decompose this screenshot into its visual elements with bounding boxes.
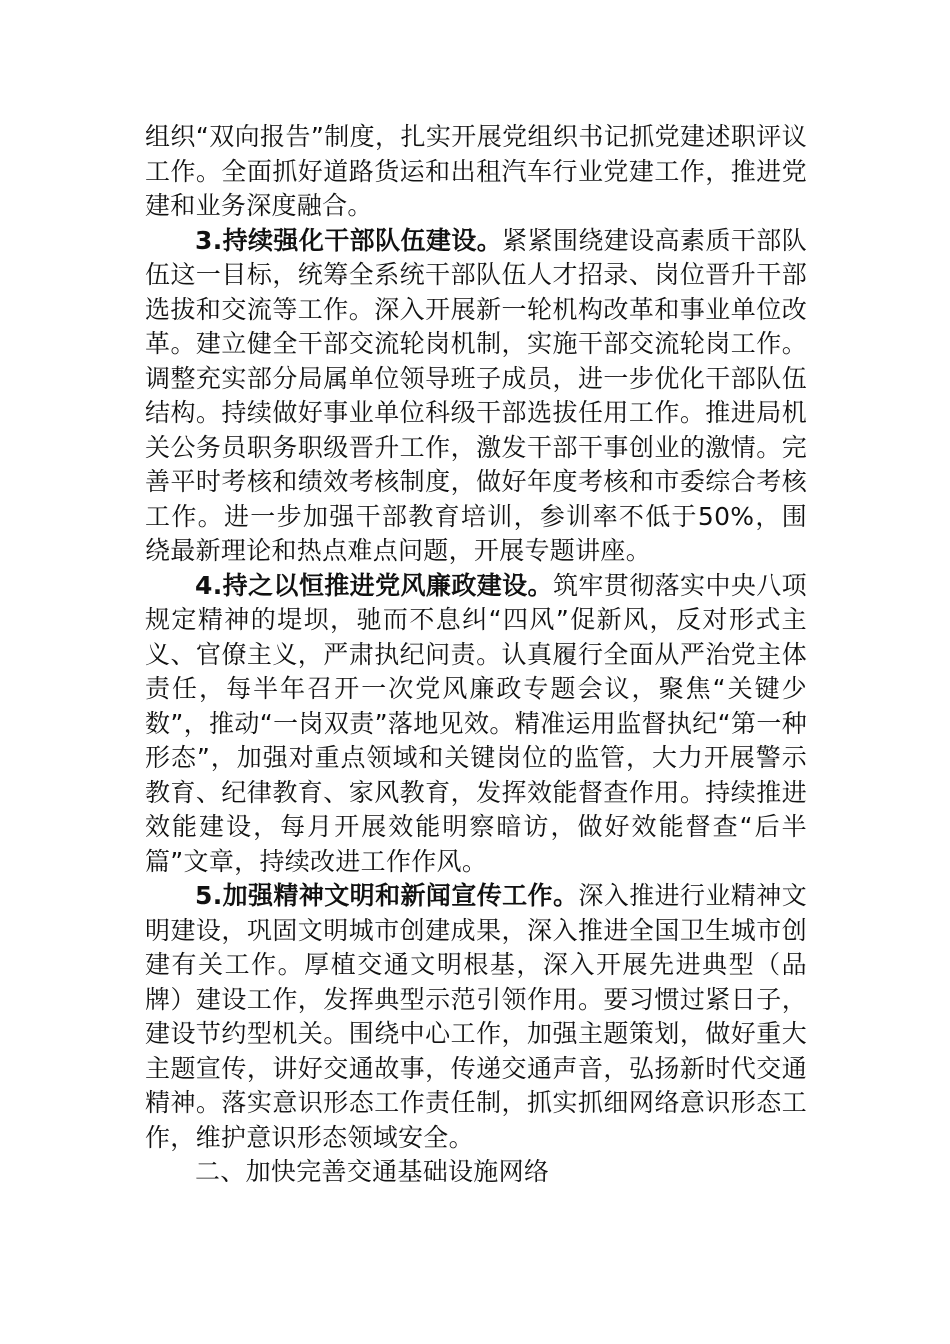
paragraph-text: 组织“双向报告”制度，扎实开展党组织书记抓党建述职评议工作。全面抓好道路货运和出租汽车行业党建工作，推进党建和业务深度融合。 <box>145 122 807 220</box>
paragraph-cadre-team <box>145 224 807 569</box>
paragraph-party-reporting <box>145 120 807 224</box>
item-heading-cadre-team: 3.持续强化干部队伍建设。 <box>195 225 503 255</box>
section-heading-text: 二、加快完善交通基础设施网络 <box>195 1157 550 1186</box>
paragraph-clean-governance <box>145 569 807 880</box>
item-body-civilization-publicity: 深入推进行业精神文明建设，巩固文明城市创建成果，深入推进全国卫生城市创建有关工作。厚植交通文明根基，深入开展先进典型（品牌）建设工作，发挥典型示范引领作用。要习惯过紧日子，建设节约型机关。围绕中心工作，加强主题策划，做好重大主题宣传，讲好交通故事，传递交通声音，弘扬新时代交通精神。落实意识形态工作责任制，抓实抓细网络意识形态工作，维护意识形态领域安全。 <box>145 881 807 1152</box>
paragraph-civilization-publicity <box>145 879 807 1155</box>
document-body <box>145 120 807 1190</box>
section-heading-infrastructure <box>145 1155 807 1190</box>
item-heading-clean-governance: 4.持之以恒推进党风廉政建设。 <box>195 570 553 600</box>
item-heading-civilization-publicity: 5.加强精神文明和新闻宣传工作。 <box>195 881 579 910</box>
item-body-cadre-team: 紧紧围绕建设高素质干部队伍这一目标，统筹全系统干部队伍人才招录、岗位晋升干部选拔和交流等工作。深入开展新一轮机构改革和事业单位改革。建立健全干部交流轮岗机制，实施干部交流轮岗工作。调整充实部分局属单位领导班子成员，进一步优化干部队伍结构。持续做好事业单位科级干部选拔任用工作。推进局机关公务员职务职级晋升工作，激发干部干事创业的激情。完善平时考核和绩效考核制度，做好年度考核和市委综合考核工作。进一步加强干部教育培训，参训率不低于50%，围绕最新理论和热点难点问题，开展专题讲座。 <box>145 225 807 565</box>
item-body-clean-governance: 筑牢贯彻落实中央八项规定精神的堤坝，驰而不息纠“四风”促新风，反对形式主义、官僚主义，严肃执纪问责。认真履行全面从严治党主体责任，每半年召开一次党风廉政专题会议，聚焦“关键少数”，推动“一岗双责”落地见效。精准运用监督执纪“第一种形态”，加强对重点领域和关键岗位的监管，大力开展警示教育、纪律教育、家风教育，发挥效能督查作用。持续推进效能建设，每月开展效能明察暗访，做好效能督查“后半篇”文章，持续改进工作作风。 <box>145 570 807 876</box>
